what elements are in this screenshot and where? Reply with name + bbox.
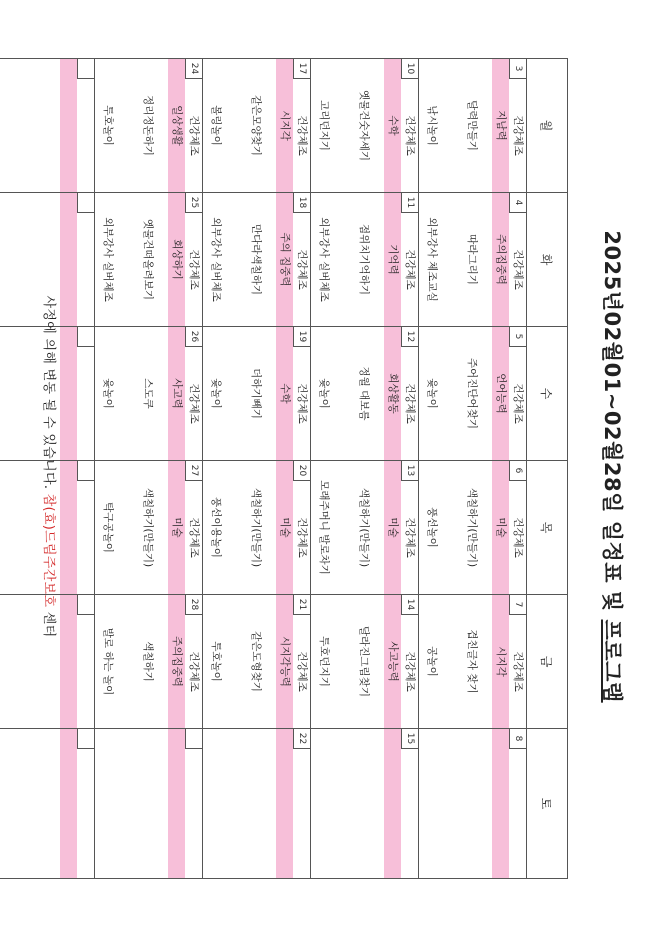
weekday-sat: 토 [527,729,568,879]
cognitive-program-label: 미술 [276,461,293,594]
morning-activity: 건강체조 [188,115,200,156]
cognitive-program-label: 주의집중력 [168,595,185,728]
calendar-day-cell [311,327,419,461]
weekday-mon: 월 [527,59,568,193]
program-activity-line: 같은도형찾기 [250,631,262,692]
program-activity-line: 윷놀이 [210,378,222,409]
day-number: 28 [185,595,202,615]
cognitive-program-label: 주의집중력 [492,193,509,326]
calendar-day-cell [311,193,419,327]
program-activity-line: 볼링놀이 [210,105,222,146]
footer-notice: 사정에 의해 변동 될 수 있습니다. [41,295,56,490]
cognitive-program-label: 시지각 [492,595,509,728]
cognitive-program-label: 수학 [384,59,401,192]
day-number: 26 [185,327,202,347]
day-number: 18 [293,193,310,213]
program-activity-line: 달력만들기 [466,100,478,151]
program-activity-line: 만다라색칠하기 [250,223,262,295]
morning-activity: 건강체조 [404,383,416,424]
day-number: 17 [293,59,310,79]
program-activity-line: 색칠하기 [142,641,154,682]
morning-activity: 건강체조 [512,249,524,290]
program-activity-line: 낚시놀이 [426,105,438,146]
program-activity-line: 같은모양찾기 [250,95,262,156]
day-number [185,729,202,749]
morning-activity: 건강체조 [512,517,524,558]
program-activity-line: 색칠하기(만들기) [142,487,154,568]
calendar-day-cell [419,461,527,595]
day-number [77,59,94,79]
morning-activity [509,749,526,878]
cognitive-program-label: 지남력 [492,59,509,192]
morning-activity: 건강체조 [296,249,308,290]
cognitive-program-label [60,193,77,326]
cognitive-program-label: 미술 [492,461,509,594]
day-number: 14 [401,595,418,615]
calendar-day-cell [203,461,311,595]
calendar-day-cell [95,461,203,595]
program-activity-line: 옛물건숫자세기 [358,89,370,161]
day-number: 13 [401,461,418,481]
cognitive-program-label: 사고능력 [384,595,401,728]
morning-activity: 건강체조 [296,115,308,156]
morning-activity: 건강체조 [512,651,524,692]
day-number [77,461,94,481]
calendar-body [0,59,527,879]
cognitive-program-label [60,461,77,594]
day-number: 21 [293,595,310,615]
weekday-tue: 화 [527,193,568,327]
day-number: 20 [293,461,310,481]
day-number: 10 [401,59,418,79]
morning-activity: 건강체조 [296,383,308,424]
program-activity-line: 고리던지기 [318,100,330,151]
program-activity-line: 외부강사 실버체조 [210,217,222,302]
morning-activity: 건강체조 [188,651,200,692]
calendar-day-cell [95,729,203,879]
day-number: 3 [509,59,526,79]
weekday-header-row [527,59,568,879]
cognitive-program-label: 사고력 [168,327,185,460]
program-activity-line: 주어진단어찾기 [466,357,478,429]
day-number: 8 [509,729,526,749]
morning-activity: 건강체조 [404,249,416,290]
day-number: 11 [401,193,418,213]
day-number: 7 [509,595,526,615]
program-activity-line: 모래주머니 발로차기 [318,480,330,575]
program-activity-line: 색칠하기(만들기) [250,487,262,568]
program-activity-line: 점위치기억하기 [358,223,370,295]
calendar-day-cell [203,729,311,879]
day-number: 6 [509,461,526,481]
center-suffix: 센터 [41,611,56,638]
cognitive-program-label: 일상생활 [168,59,185,192]
cognitive-program-label: 회상하기 [168,193,185,326]
calendar-day-cell [95,327,203,461]
calendar-week-row [203,59,311,879]
calendar-day-cell [203,595,311,729]
morning-activity [185,749,202,878]
morning-activity: 건강체조 [512,383,524,424]
program-activity-line: 정리정돈하기 [142,95,154,156]
calendar-day-cell [419,59,527,193]
program-activity-line: 색칠하기(만들기) [466,487,478,568]
program-activity-line: 투호던지기 [318,636,330,687]
program-activity-line: 달라진그림찾기 [358,625,370,697]
morning-activity [77,79,94,192]
calendar-day-cell [419,327,527,461]
program-activity-line: 옛물건떠올려보기 [142,218,154,301]
cognitive-program-label [60,729,77,878]
calendar-week-row [419,59,527,879]
program-activity-line: 윷놀이 [318,378,330,409]
cognitive-program-label: 시지각 [276,59,293,192]
cognitive-program-label: 시지각능력 [276,595,293,728]
calendar-week-row [311,59,419,879]
calendar-day-cell [419,595,527,729]
calendar-day-cell [203,59,311,193]
morning-activity [293,749,310,878]
morning-activity: 건강체조 [296,651,308,692]
cognitive-program-label: 미술 [384,461,401,594]
schedule-calendar [0,58,568,879]
cognitive-program-label [384,729,401,878]
weekday-fri: 금 [527,595,568,729]
program-activity-line: 정월 대보름 [358,366,370,421]
day-number: 24 [185,59,202,79]
cognitive-program-label [168,729,185,878]
title-underlined: 프로그램 [600,619,624,703]
morning-activity: 건강체조 [404,651,416,692]
program-activity-line: 스도쿠 [142,378,154,409]
program-activity-line: 따라그리기 [466,234,478,285]
cognitive-program-label: 미술 [168,461,185,594]
title-main: 2025년02월01~02월28일 일정표 및 [600,230,624,612]
cognitive-program-label: 회상활동 [384,327,401,460]
cognitive-program-label: 기억력 [384,193,401,326]
cognitive-program-label [492,729,509,878]
program-activity-line: 풍선놀이 [426,507,438,548]
morning-activity: 건강체조 [188,517,200,558]
morning-activity [77,213,94,326]
weekday-thu: 목 [527,461,568,595]
morning-activity: 건강체조 [188,249,200,290]
calendar-day-cell [95,59,203,193]
calendar-day-cell [95,193,203,327]
cognitive-program-label [60,595,77,728]
calendar-day-cell [203,327,311,461]
day-number [77,193,94,213]
morning-activity: 건강체조 [188,383,200,424]
program-activity-line: 색칠하기(만들기) [358,487,370,568]
morning-activity [77,481,94,594]
cognitive-program-label [60,327,77,460]
morning-activity: 건강체조 [296,517,308,558]
cognitive-program-label [60,59,77,192]
calendar-day-cell [311,595,419,729]
morning-activity [401,749,418,878]
program-activity-line: 풍선이용놀이 [210,497,222,558]
program-activity-line: 투호놀이 [102,105,114,146]
program-activity-line: 윷놀이 [102,378,114,409]
calendar-day-cell [419,729,527,879]
day-number [77,327,94,347]
program-activity-line: 외부강사 실버체조 [102,217,114,302]
morning-activity: 건강체조 [404,115,416,156]
day-number: 15 [401,729,418,749]
program-activity-line: 외부강사 체조교실 [426,217,438,302]
calendar-day-cell [311,59,419,193]
cognitive-program-label: 주의 집중력 [276,193,293,326]
day-number: 25 [185,193,202,213]
day-number [77,729,94,749]
day-number: 22 [293,729,310,749]
calendar-day-cell [311,461,419,595]
program-activity-line: 발로 하는 놀이 [102,627,114,696]
morning-activity [77,615,94,728]
morning-activity [77,347,94,460]
calendar-day-cell [311,729,419,879]
calendar-day-cell [203,193,311,327]
program-activity-line: 외부강사 실버체조 [318,217,330,302]
day-number [77,595,94,615]
program-activity-line: 윷놀이 [426,378,438,409]
calendar-day-cell [95,595,203,729]
day-number: 5 [509,327,526,347]
program-activity-line: 공놀이 [426,646,438,677]
program-activity-line: 투호놀이 [210,641,222,682]
page-title [598,0,628,933]
program-activity-line: 더하기빼기 [250,368,262,419]
program-activity-line: 탁구공놀이 [102,502,114,553]
cognitive-program-label: 수학 [276,327,293,460]
center-name: 참(효)드림주간보호 [41,493,56,608]
cognitive-program-label [276,729,293,878]
morning-activity [77,749,94,878]
footer-note [41,0,60,933]
day-number: 12 [401,327,418,347]
day-number: 19 [293,327,310,347]
calendar-day-cell [419,193,527,327]
day-number: 27 [185,461,202,481]
calendar-week-row [95,59,203,879]
day-number: 4 [509,193,526,213]
program-activity-line: 겹친글자 찾기 [466,629,478,694]
cognitive-program-label: 언어능력 [492,327,509,460]
morning-activity: 건강체조 [512,115,524,156]
weekday-wed: 수 [527,327,568,461]
morning-activity: 건강체조 [404,517,416,558]
